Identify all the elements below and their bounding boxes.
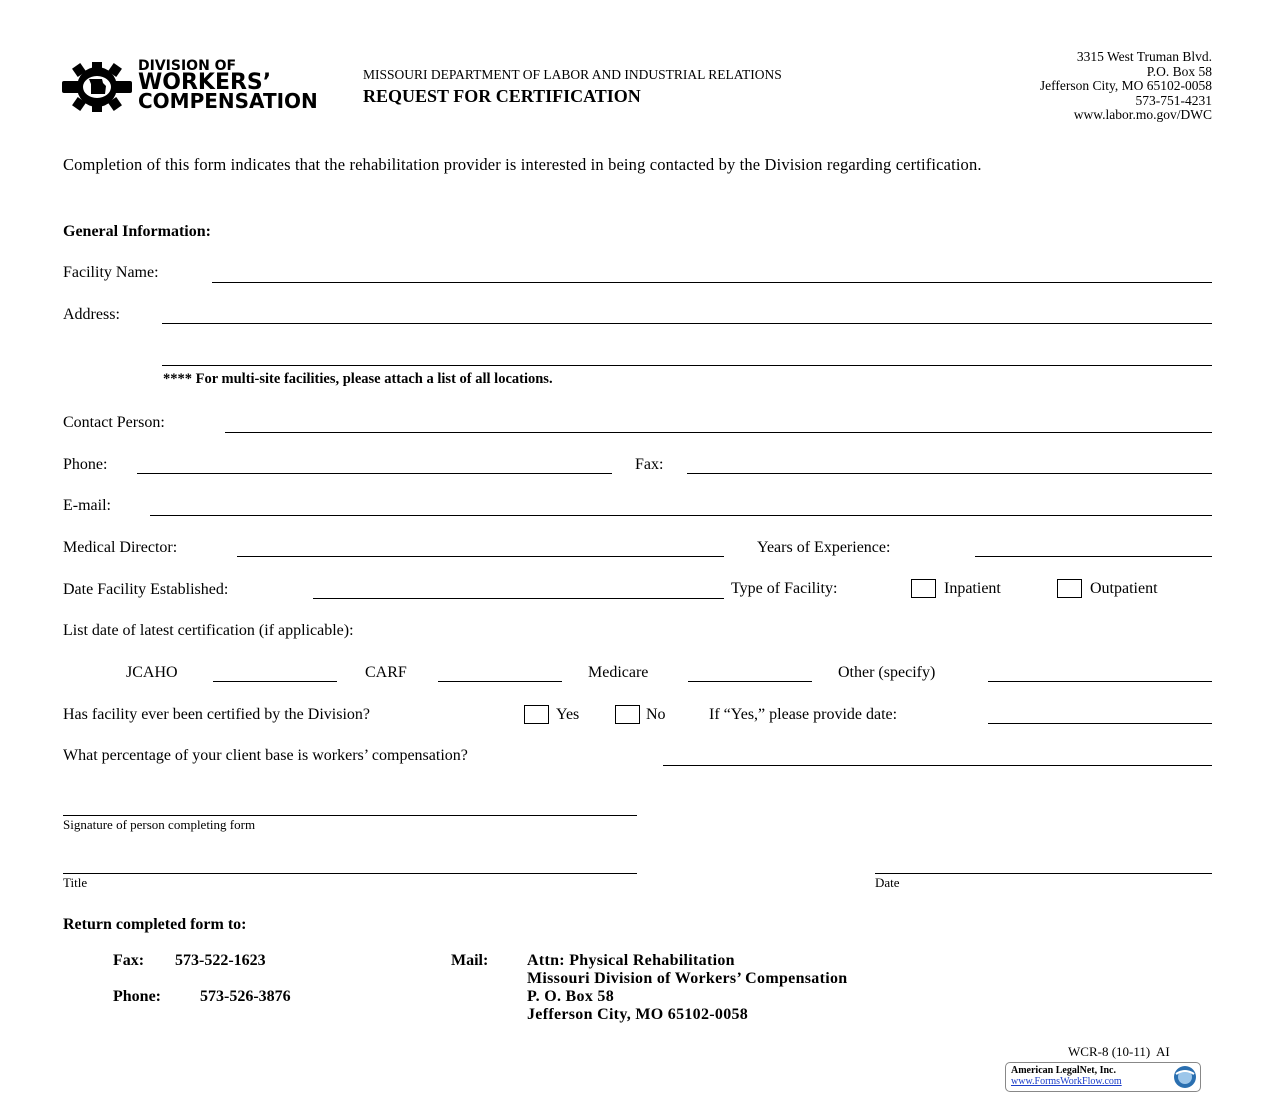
vendor-badge [1005,1062,1201,1092]
return-mail-label: Mail: [451,952,489,969]
percentage-field[interactable] [663,765,1212,766]
no-checkbox[interactable] [615,705,640,724]
fax-label: Fax: [635,456,664,473]
signature-caption: Signature of person completing form [63,817,256,832]
medical-director-field[interactable] [237,556,724,557]
yes-checkbox[interactable] [524,705,549,724]
jcaho-date-field[interactable] [213,681,337,682]
certified-question: Has facility ever been certified by the Division? [63,706,370,723]
intro-text: Completion of this form indicates that the rehabilitation provider is interested in being contacted by the Division regarding certification. [63,155,982,174]
phone-label: Phone: [63,456,108,473]
form-id: WCR-8 (10-11) AI [1068,1044,1170,1059]
vendor-name: American LegalNet, Inc. [1011,1065,1116,1076]
date-caption: Date [875,875,900,890]
date-established-field[interactable] [313,598,724,599]
years-experience-label: Years of Experience: [757,539,891,556]
medicare-label: Medicare [588,664,649,681]
date-field[interactable] [875,873,1212,874]
years-experience-field[interactable] [975,556,1212,557]
general-info-heading: General Information: [63,223,211,240]
inpatient-checkbox[interactable] [911,579,936,598]
agency-address: 3315 West Truman Blvd. P.O. Box 58 Jefferson City, MO 65102-0058 573-751-4231 www.labor.mo.gov/DWC [1039,49,1212,123]
percentage-question: What percentage of your client base is workers’ compensation? [63,747,468,764]
latest-cert-label: List date of latest certification (if applicable): [63,622,354,639]
return-heading: Return completed form to: [63,916,247,933]
no-label: No [646,706,666,723]
email-label: E-mail: [63,497,111,514]
address-field-1[interactable] [162,323,1212,324]
contact-person-label: Contact Person: [63,414,165,431]
inpatient-label: Inpatient [944,580,1001,597]
multi-site-note: **** For multi-site facilities, please attach a list of all locations. [163,371,553,387]
carf-label: CARF [365,664,407,681]
return-phone-number: 573-526-3876 [200,988,291,1005]
carf-date-field[interactable] [438,681,562,682]
date-established-label: Date Facility Established: [63,581,229,598]
title-field[interactable] [63,873,637,874]
email-field[interactable] [150,515,1212,516]
contact-person-field[interactable] [225,432,1212,433]
return-phone-label: Phone: [113,988,161,1005]
globe-icon [1173,1065,1197,1089]
fax-field[interactable] [687,473,1212,474]
division-logo-text: DIVISION OF WORKERS’ COMPENSATION [138,58,318,114]
phone-field[interactable] [137,473,612,474]
facility-name-label: Facility Name: [63,264,159,281]
type-of-facility-label: Type of Facility: [731,580,838,597]
return-fax-label: Fax: [113,952,145,969]
other-label: Other (specify) [838,664,936,681]
vendor-link[interactable]: www.FormsWorkFlow.com [1011,1076,1122,1087]
gear-missouri-logo-icon [62,62,132,112]
certification-date-field[interactable] [988,723,1212,724]
form-title: REQUEST FOR CERTIFICATION [363,86,641,106]
return-fax-number: 573-522-1623 [175,952,266,969]
address-label: Address: [63,306,120,323]
outpatient-checkbox[interactable] [1057,579,1082,598]
facility-name-field[interactable] [212,282,1212,283]
jcaho-label: JCAHO [126,664,178,681]
department-name: MISSOURI DEPARTMENT OF LABOR AND INDUSTRIAL RELATIONS [363,67,782,82]
medical-director-label: Medical Director: [63,539,178,556]
yes-label: Yes [556,706,580,723]
return-mail-address: Attn: Physical Rehabilitation Missouri Division of Workers’ Compensation P. O. Box 58 Jefferson City, MO 65102-0058 [527,952,848,1023]
medicare-date-field[interactable] [688,681,812,682]
title-caption: Title [63,875,88,890]
address-field-2[interactable] [162,365,1212,366]
other-date-field[interactable] [988,681,1212,682]
if-yes-label: If “Yes,” please provide date: [709,706,898,723]
outpatient-label: Outpatient [1090,580,1158,597]
